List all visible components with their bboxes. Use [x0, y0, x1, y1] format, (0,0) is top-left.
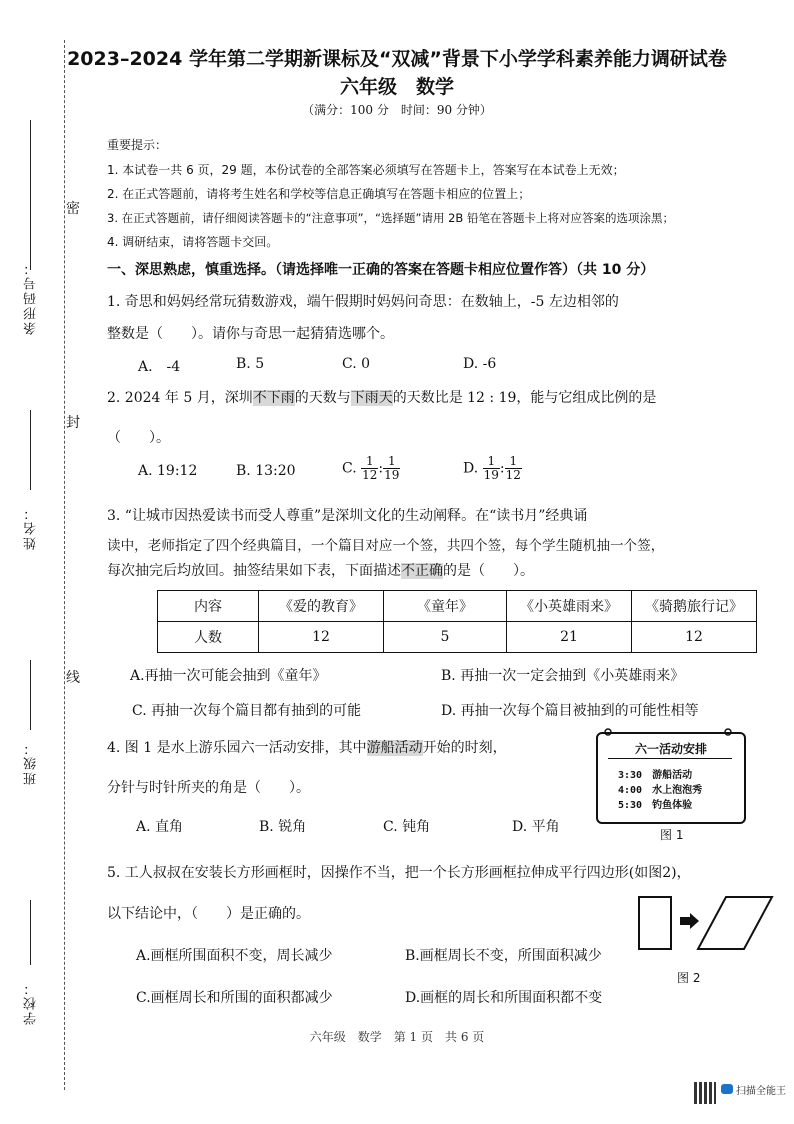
q2-option-c-frac1: $\frac{1}{12}$ — [362, 454, 378, 482]
class-label: 班级： — [24, 740, 39, 785]
table-cell: 5 — [384, 622, 507, 653]
table-header-cell: 《爱的教育》 — [259, 591, 384, 622]
table-header-cell: 《骑鹅旅行记》 — [632, 591, 757, 622]
q5-option-b: B.画框周长不变，所围面积减少 — [405, 948, 602, 964]
scanner-logo-icon — [721, 1084, 733, 1094]
q1-option-d: D. -6 — [463, 356, 497, 372]
q2-option-d-label: D. — [463, 460, 479, 477]
q4-option-b: B. 锐角 — [259, 819, 307, 835]
schedule-title: 六一活动安排 — [634, 742, 707, 756]
parallelogram-shape — [698, 897, 772, 949]
q2-option-a: A. 19:12 — [138, 463, 198, 479]
section-title: 一、深思熟虑，慎重选择。（请选择唯一正确的答案在答题卡相应位置作答）（共 10 分） — [107, 262, 655, 278]
q2-line1 — [107, 387, 656, 407]
q2-option-d-frac1: $\frac{1}{19}$ — [483, 454, 499, 482]
q3-option-a: A.再抽一次可能会抽到《童年》 — [130, 668, 327, 684]
note-item: 1. 本试卷一共 6 页，29 题，本份试卷的全部答案必须填写在答题卡上，答案写在本试卷上无效； — [107, 163, 625, 177]
exam-number-label: 条形码号： — [24, 260, 39, 335]
name-line — [30, 410, 31, 490]
q2-highlight-no-rain: 不下雨 — [252, 390, 295, 406]
q2-option-d-sep: : — [499, 460, 505, 477]
rectangle-shape — [639, 897, 671, 949]
q2-suffix: 的天数比是 12 : 19，能与它组成比例的是 — [392, 390, 657, 406]
school-line — [30, 900, 31, 965]
q2-highlight-rain: 下雨天 — [350, 390, 393, 406]
seal-line — [64, 40, 65, 1090]
table-header-cell: 《小英雄雨来》 — [507, 591, 632, 622]
table-row — [158, 622, 757, 653]
q2-option-d-frac2: $\frac{1}{12}$ — [505, 454, 521, 482]
name-label: 姓名： — [24, 505, 39, 550]
exam-title: 2023–2024 学年第二学期新课标及“双减”背景下小学学科素养能力调研试卷 — [67, 48, 727, 70]
figure1-schedule-card — [596, 732, 746, 824]
table-header-cell: 《童年》 — [384, 591, 507, 622]
q3-line1: 3. “让城市因热爱读书而受人尊重”是深圳文化的生动阐释。在“读书月”经典诵 — [107, 508, 588, 524]
q1-option-c: C. 0 — [342, 356, 371, 372]
q4-option-a: A. 直角 — [136, 819, 184, 835]
q2-prefix: 2. 2024 年 5 月，深圳 — [107, 390, 253, 406]
scanner-watermark: 扫描全能王 — [736, 1086, 786, 1097]
notes-heading: 重要提示： — [107, 138, 168, 152]
table-cell: 12 — [259, 622, 384, 653]
schedule-row: 4:00 水上泡泡秀 — [618, 785, 703, 796]
page-footer: 六年级 数学 第 1 页 共 6 页 — [309, 1030, 485, 1044]
schedule-row: 5:30 钓鱼体验 — [618, 800, 693, 811]
q3-result-table — [157, 590, 757, 653]
note-item: 3. 在正式答题前，请仔细阅读答题卡的“注意事项”，“选择题”请用 2B 铅笔在答题卡上将对应答案的选项涂黑； — [107, 211, 674, 225]
q3-line3-prefix: 每次抽完后均放回。抽签结果如下表，下面描述 — [107, 563, 401, 579]
table-cell: 21 — [507, 622, 632, 653]
q5-line2: 以下结论中，（ ）是正确的。 — [107, 906, 310, 922]
schedule-divider — [608, 758, 732, 759]
table-cell: 人数 — [158, 622, 259, 653]
q5-option-a: A.画框所围面积不变，周长减少 — [136, 948, 333, 964]
q2-line2: （ ）。 — [107, 430, 170, 446]
school-label: 学校： — [24, 980, 39, 1025]
figure2-caption: 图 2 — [677, 971, 701, 985]
table-header-cell: 内容 — [158, 591, 259, 622]
exam-subtitle: 六年级 数学 — [339, 76, 454, 98]
calendar-rings-icon — [596, 726, 742, 736]
q3-line3 — [107, 560, 534, 580]
q1-option-a: A. -4 — [138, 359, 181, 375]
q3-highlight: 不正确 — [401, 563, 443, 579]
note-item: 4. 调研结束，请将答题卡交回。 — [107, 235, 279, 249]
q3-line2: 读中，老师指定了四个经典篇目，一个篇目对应一个签，共四个签，每个学生随机抽一个签， — [107, 538, 665, 554]
table-cell: 12 — [632, 622, 757, 653]
right-arrow-icon — [680, 913, 699, 929]
seal-char-xian: 线 — [66, 665, 80, 689]
q4-option-d: D. 平角 — [512, 819, 560, 835]
q2-option-c-label: C. — [342, 460, 357, 477]
q3-option-b: B. 再抽一次一定会抽到《小英雄雨来》 — [441, 668, 685, 684]
q3-option-c: C. 再抽一次每个篇目都有抽到的可能 — [132, 703, 362, 719]
q4-suffix: 开始的时刻， — [422, 740, 507, 756]
q2-option-b: B. 13:20 — [236, 463, 296, 479]
q1-option-b: B. 5 — [236, 356, 265, 372]
figure1-caption: 图 1 — [660, 828, 684, 842]
q5-line1: 5. 工人叔叔在安装长方形画框时，因操作不当，把一个长方形画框拉伸成平行四边形(如图2)， — [107, 865, 691, 881]
schedule-row: 3:30 游船活动 — [618, 770, 693, 781]
q4-option-c: C. 钝角 — [383, 819, 431, 835]
q1-line1: 1. 奇思和妈妈经常玩猜数游戏，端午假期时妈妈问奇思：在数轴上，-5 左边相邻的 — [107, 294, 619, 310]
exam-number-line — [30, 120, 31, 270]
class-line — [30, 660, 31, 730]
q1-line2: 整数是（ ）。请你与奇思一起猜猜选哪个。 — [107, 326, 394, 342]
q3-option-d: D. 再抽一次每个篇目被抽到的可能性相等 — [441, 703, 699, 719]
q2-option-c — [342, 455, 400, 482]
table-header-row — [158, 591, 757, 622]
q4-prefix: 4. 图 1 是水上游乐园六一活动安排，其中 — [107, 740, 367, 756]
seal-char-feng: 封 — [66, 410, 80, 434]
score-time: （满分：100 分 时间：90 分钟） — [302, 103, 492, 117]
figure2-diagram — [634, 893, 774, 955]
seal-char-mi: 密 — [66, 196, 80, 220]
note-item: 2. 在正式答题前，请将考生姓名和学校等信息正确填写在答题卡相应的位置上； — [107, 187, 531, 201]
q2-option-d — [463, 455, 522, 482]
q4-line1 — [107, 737, 507, 757]
q2-mid: 的天数与 — [294, 390, 351, 406]
qr-code-icon — [694, 1082, 716, 1104]
q2-option-c-sep: : — [378, 460, 384, 477]
q5-option-d: D.画框的周长和所围面积都不变 — [405, 990, 603, 1006]
q3-line3-suffix: 的是（ ）。 — [443, 563, 534, 579]
q5-option-c: C.画框周长和所围的面积都减少 — [136, 990, 333, 1006]
q4-highlight: 游船活动 — [366, 740, 423, 756]
q4-line2: 分针与时针所夹的角是（ ）。 — [107, 780, 310, 796]
q2-option-c-frac2: $\frac{1}{19}$ — [384, 454, 400, 482]
